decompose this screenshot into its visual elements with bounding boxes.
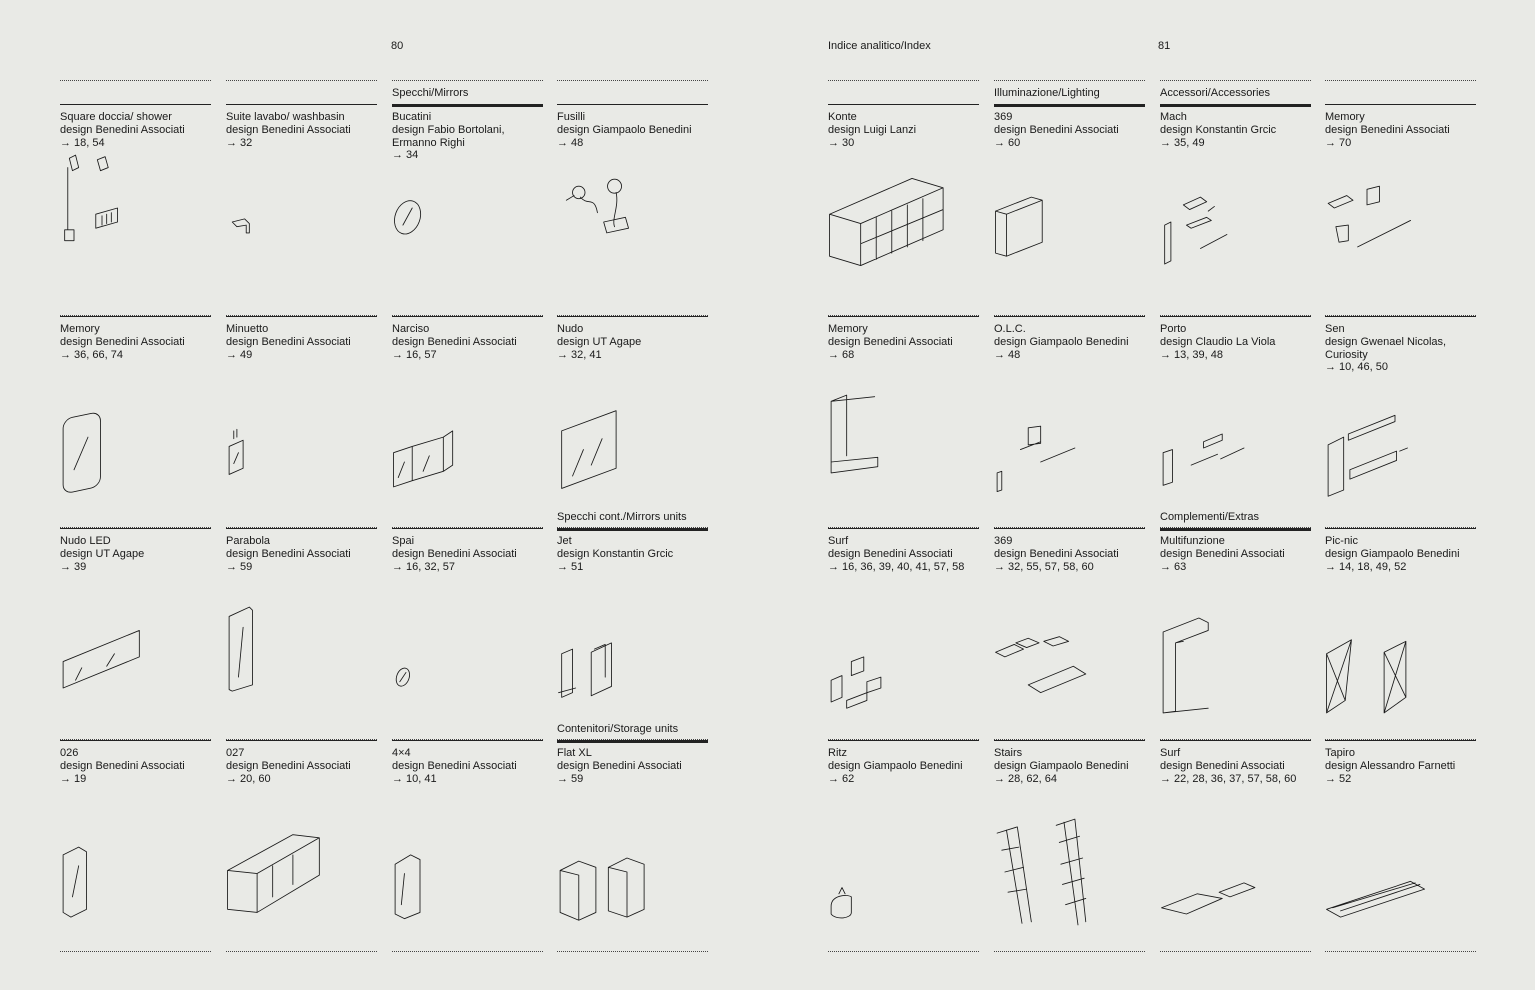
product-illustration <box>828 788 979 928</box>
entry-designer: design Benedini Associati <box>392 547 517 560</box>
entry-designer: design UT Agape <box>557 335 642 348</box>
entry-pages: → 48 <box>557 136 584 149</box>
entry-info <box>557 323 708 361</box>
dotted-divider <box>1160 80 1311 81</box>
index-entry <box>226 104 377 316</box>
entry-rule <box>557 740 708 743</box>
entry-designer: design Benedini Associati <box>994 547 1119 560</box>
entry-designer: design UT Agape <box>60 547 145 560</box>
entry-designer: design Benedini Associati <box>994 123 1119 136</box>
entry-designer: design Giampaolo Benedini <box>994 335 1129 348</box>
index-entry <box>392 528 543 740</box>
product-illustration <box>392 788 543 928</box>
entry-rule <box>557 528 708 531</box>
entry-info <box>1160 535 1311 573</box>
index-entry <box>557 723 708 952</box>
entry-name: Pic-nic <box>1325 535 1359 547</box>
entry-designer: design Benedini Associati <box>828 547 953 560</box>
entry-info <box>392 535 543 573</box>
dotted-divider <box>60 951 211 952</box>
index-entry <box>1325 740 1476 952</box>
entry-pages: → 16, 32, 57 <box>392 560 455 573</box>
entry-rule <box>1325 316 1476 317</box>
section-heading: Illuminazione/Lighting <box>994 87 1100 99</box>
entry-rule <box>828 104 979 105</box>
dotted-divider <box>557 80 708 81</box>
entry-rule <box>994 104 1145 107</box>
entry-name: Memory <box>1325 111 1365 123</box>
entry-name: Bucatini <box>392 111 432 123</box>
entry-name: Memory <box>60 323 100 335</box>
index-entry <box>557 104 708 316</box>
entry-rule <box>1160 316 1311 317</box>
entry-designer2: Ermanno Righi <box>392 136 465 149</box>
entry-rule <box>994 740 1145 741</box>
entry-name: 4×4 <box>392 747 411 759</box>
dotted-divider <box>828 80 979 81</box>
entry-name: Jet <box>557 535 572 547</box>
entry-name: Multifunzione <box>1160 535 1225 547</box>
entry-name: Memory <box>828 323 868 335</box>
entry-info <box>226 111 377 149</box>
index-entry <box>557 511 708 740</box>
entry-designer: design Benedini Associati <box>1160 759 1285 772</box>
index-entry <box>1325 528 1476 740</box>
entry-designer: design Benedini Associati <box>557 759 682 772</box>
left-page <box>0 0 767 990</box>
running-head: Indice analitico/Index <box>828 40 931 52</box>
index-entry <box>994 740 1145 952</box>
index-entry <box>828 740 979 952</box>
entry-name: Porto <box>1160 323 1187 335</box>
entry-pages: → 20, 60 <box>226 772 271 785</box>
entry-rule <box>60 316 211 317</box>
product-illustration <box>1325 788 1476 928</box>
entry-rule <box>994 316 1145 317</box>
index-entry <box>226 316 377 528</box>
entry-rule <box>1325 528 1476 529</box>
entry-info <box>392 747 543 785</box>
index-entry <box>994 87 1145 316</box>
entry-pages: → 39 <box>60 560 87 573</box>
entry-pages: → 34 <box>392 149 419 162</box>
entry-rule <box>392 104 543 107</box>
entry-designer: design Benedini Associati <box>226 335 351 348</box>
dotted-divider <box>60 80 211 81</box>
entry-name: Square doccia/ shower <box>60 111 172 123</box>
dotted-divider <box>1325 80 1476 81</box>
entry-name: Tapiro <box>1325 747 1355 759</box>
product-illustration <box>60 364 211 504</box>
entry-info <box>1160 111 1311 149</box>
section-heading: Complementi/Extras <box>1160 511 1260 523</box>
entry-name: Suite lavabo/ washbasin <box>226 111 345 123</box>
entry-designer2: Curiosity <box>1325 348 1368 361</box>
entry-pages: → 14, 18, 49, 52 <box>1325 560 1407 573</box>
entry-designer: design Benedini Associati <box>60 123 185 136</box>
entry-pages: → 63 <box>1160 560 1187 573</box>
product-illustration <box>557 364 708 504</box>
product-illustration <box>226 788 377 928</box>
entry-pages: → 68 <box>828 348 855 361</box>
entry-rule <box>1160 740 1311 741</box>
entry-name: Konte <box>828 111 857 123</box>
entry-rule <box>1325 104 1476 105</box>
page-number: 80 <box>391 40 404 52</box>
entry-pages: → 19 <box>60 772 87 785</box>
entry-name: Nudo <box>557 323 584 335</box>
index-entry <box>1160 740 1311 952</box>
entry-rule <box>60 528 211 529</box>
product-illustration <box>60 788 211 928</box>
index-entry <box>60 104 211 316</box>
entry-designer: design Fabio Bortolani, <box>392 123 505 136</box>
entry-rule <box>60 104 211 105</box>
dotted-divider <box>1325 951 1476 952</box>
product-illustration <box>1160 364 1311 504</box>
index-entry <box>1325 104 1476 316</box>
entry-info <box>60 535 211 573</box>
entry-info <box>994 747 1145 785</box>
entry-rule <box>226 104 377 105</box>
index-entry <box>994 316 1145 528</box>
entry-rule <box>557 104 708 105</box>
entry-info <box>557 111 708 149</box>
entry-info <box>1325 111 1476 149</box>
entry-info <box>994 111 1145 149</box>
product-illustration <box>1160 152 1311 292</box>
entry-info <box>60 323 211 361</box>
product-illustration <box>1160 788 1311 928</box>
entry-info <box>226 323 377 361</box>
entry-pages: → 62 <box>828 772 855 785</box>
entry-pages: → 10, 46, 50 <box>1325 361 1388 374</box>
product-illustration <box>557 576 708 716</box>
entry-rule <box>1325 740 1476 741</box>
entry-designer: design Benedini Associati <box>1325 123 1450 136</box>
entry-pages: → 51 <box>557 560 584 573</box>
entry-pages: → 18, 54 <box>60 136 105 149</box>
entry-designer: design Giampaolo Benedini <box>1325 547 1460 560</box>
product-illustration <box>828 364 979 504</box>
entry-pages: → 28, 62, 64 <box>994 772 1057 785</box>
section-heading: Contenitori/Storage units <box>557 723 679 735</box>
index-entry <box>226 740 377 952</box>
product-illustration <box>226 152 377 292</box>
entry-name: 026 <box>60 747 79 759</box>
entry-designer: design Giampaolo Benedini <box>828 759 963 772</box>
index-entry <box>828 104 979 316</box>
section-heading: Specchi cont./Mirrors units <box>557 511 687 523</box>
product-illustration <box>1160 576 1311 716</box>
index-entry <box>60 528 211 740</box>
product-illustration <box>392 152 543 292</box>
entry-pages: → 52 <box>1325 772 1352 785</box>
dotted-divider <box>226 80 377 81</box>
entry-designer: design Benedini Associati <box>392 759 517 772</box>
entry-pages: → 59 <box>557 772 584 785</box>
entry-info <box>1160 323 1311 361</box>
entry-rule <box>828 740 979 741</box>
entry-pages: → 60 <box>994 136 1021 149</box>
entry-name: Narciso <box>392 323 430 335</box>
product-illustration <box>226 364 377 504</box>
entry-rule <box>226 740 377 741</box>
product-illustration <box>1325 364 1476 504</box>
entry-info <box>226 535 377 573</box>
entry-designer: design Luigi Lanzi <box>828 123 917 136</box>
entry-name: Spai <box>392 535 415 547</box>
entry-name: Mach <box>1160 111 1187 123</box>
index-entry <box>1325 316 1476 528</box>
entry-rule <box>1160 528 1311 531</box>
entry-designer: design Benedini Associati <box>226 759 351 772</box>
entry-name: 369 <box>994 111 1013 123</box>
section-heading: Accessori/Accessories <box>1160 87 1271 99</box>
entry-name: Minuetto <box>226 323 269 335</box>
entry-designer: design Konstantin Grcic <box>557 547 674 560</box>
entry-pages: → 36, 66, 74 <box>60 348 123 361</box>
entry-info <box>994 535 1145 573</box>
entry-pages: → 16, 57 <box>392 348 437 361</box>
product-illustration <box>994 152 1145 292</box>
entry-rule <box>226 316 377 317</box>
entry-name: Nudo LED <box>60 535 111 547</box>
entry-info <box>828 323 979 361</box>
product-illustration <box>828 152 979 292</box>
section-heading: Specchi/Mirrors <box>392 87 469 99</box>
entry-designer: design Konstantin Grcic <box>1160 123 1277 136</box>
entry-info <box>557 747 708 785</box>
entry-rule <box>994 528 1145 529</box>
entry-info <box>557 535 708 573</box>
product-illustration <box>994 364 1145 504</box>
entry-rule <box>1160 104 1311 107</box>
entry-designer: design Alessandro Farnetti <box>1325 759 1456 772</box>
entry-rule <box>392 316 543 317</box>
product-illustration <box>60 152 211 292</box>
dotted-divider <box>994 80 1145 81</box>
index-entry <box>1160 511 1311 740</box>
index-entry <box>392 740 543 952</box>
product-illustration <box>828 576 979 716</box>
product-illustration <box>994 576 1145 716</box>
entry-rule <box>557 316 708 317</box>
product-illustration <box>1325 576 1476 716</box>
entry-name: Parabola <box>226 535 271 547</box>
entry-pages: → 32 <box>226 136 253 149</box>
dotted-divider <box>226 951 377 952</box>
entry-name: Surf <box>1160 747 1181 759</box>
entry-name: Fusilli <box>557 111 586 123</box>
entry-rule <box>828 528 979 529</box>
product-illustration <box>392 576 543 716</box>
entry-designer: design Giampaolo Benedini <box>557 123 692 136</box>
entry-designer: design Benedini Associati <box>60 335 185 348</box>
entry-info <box>828 111 979 149</box>
entry-pages: → 22, 28, 36, 37, 57, 58, 60 <box>1160 772 1297 785</box>
index-entry <box>828 316 979 528</box>
product-illustration <box>60 576 211 716</box>
right-page <box>767 0 1535 990</box>
index-entry <box>226 528 377 740</box>
entry-rule <box>392 528 543 529</box>
entry-rule <box>60 740 211 741</box>
entry-info <box>994 323 1145 361</box>
entry-name: Surf <box>828 535 849 547</box>
index-entry <box>60 740 211 952</box>
entry-pages: → 30 <box>828 136 855 149</box>
entry-pages: → 35, 49 <box>1160 136 1205 149</box>
entry-designer: design Benedini Associati <box>60 759 185 772</box>
entry-pages: → 59 <box>226 560 253 573</box>
entry-rule <box>828 316 979 317</box>
dotted-divider <box>392 951 543 952</box>
entry-info <box>60 111 211 149</box>
entry-info <box>1325 535 1476 573</box>
entry-info <box>828 747 979 785</box>
entry-info <box>1325 747 1476 785</box>
entry-pages: → 32, 55, 57, 58, 60 <box>994 560 1094 573</box>
product-illustration <box>392 364 543 504</box>
product-illustration <box>557 788 708 928</box>
entry-pages: → 70 <box>1325 136 1352 149</box>
page-number: 81 <box>1158 40 1171 52</box>
index-entry <box>1160 87 1311 316</box>
index-entry <box>392 87 543 316</box>
index-entry <box>392 316 543 528</box>
dotted-divider <box>1160 951 1311 952</box>
entry-name: 369 <box>994 535 1013 547</box>
dotted-divider <box>557 951 708 952</box>
dotted-divider <box>828 951 979 952</box>
entry-name: Sen <box>1325 323 1345 335</box>
dotted-divider <box>392 80 543 81</box>
entry-designer: design Benedini Associati <box>226 123 351 136</box>
entry-designer: design Benedini Associati <box>226 547 351 560</box>
entry-name: 027 <box>226 747 245 759</box>
entry-designer: design Gwenael Nicolas, <box>1325 335 1447 348</box>
entry-designer: design Giampaolo Benedini <box>994 759 1129 772</box>
entry-pages: → 16, 36, 39, 40, 41, 57, 58 <box>828 560 965 573</box>
index-entry <box>828 528 979 740</box>
entry-pages: → 49 <box>226 348 253 361</box>
entry-info <box>60 747 211 785</box>
index-entry <box>1160 316 1311 528</box>
entry-info <box>226 747 377 785</box>
entry-name: Stairs <box>994 747 1023 759</box>
entry-designer: design Benedini Associati <box>828 335 953 348</box>
entry-pages: → 48 <box>994 348 1021 361</box>
entry-info <box>828 535 979 573</box>
entry-name: Ritz <box>828 747 847 759</box>
product-illustration <box>1325 152 1476 292</box>
entry-pages: → 13, 39, 48 <box>1160 348 1223 361</box>
product-illustration <box>994 788 1145 928</box>
index-entry <box>994 528 1145 740</box>
entry-rule <box>226 528 377 529</box>
entry-info <box>392 323 543 361</box>
entry-designer: design Benedini Associati <box>392 335 517 348</box>
entry-designer: design Benedini Associati <box>1160 547 1285 560</box>
entry-designer: design Claudio La Viola <box>1160 335 1276 348</box>
entry-name: Flat XL <box>557 747 592 759</box>
entry-name: O.L.C. <box>994 323 1026 335</box>
entry-pages: → 32, 41 <box>557 348 602 361</box>
index-entry <box>60 316 211 528</box>
entry-info <box>1160 747 1311 785</box>
product-illustration <box>226 576 377 716</box>
entry-pages: → 10, 41 <box>392 772 437 785</box>
product-illustration <box>557 152 708 292</box>
index-entry <box>557 316 708 528</box>
entry-rule <box>392 740 543 741</box>
dotted-divider <box>994 951 1145 952</box>
